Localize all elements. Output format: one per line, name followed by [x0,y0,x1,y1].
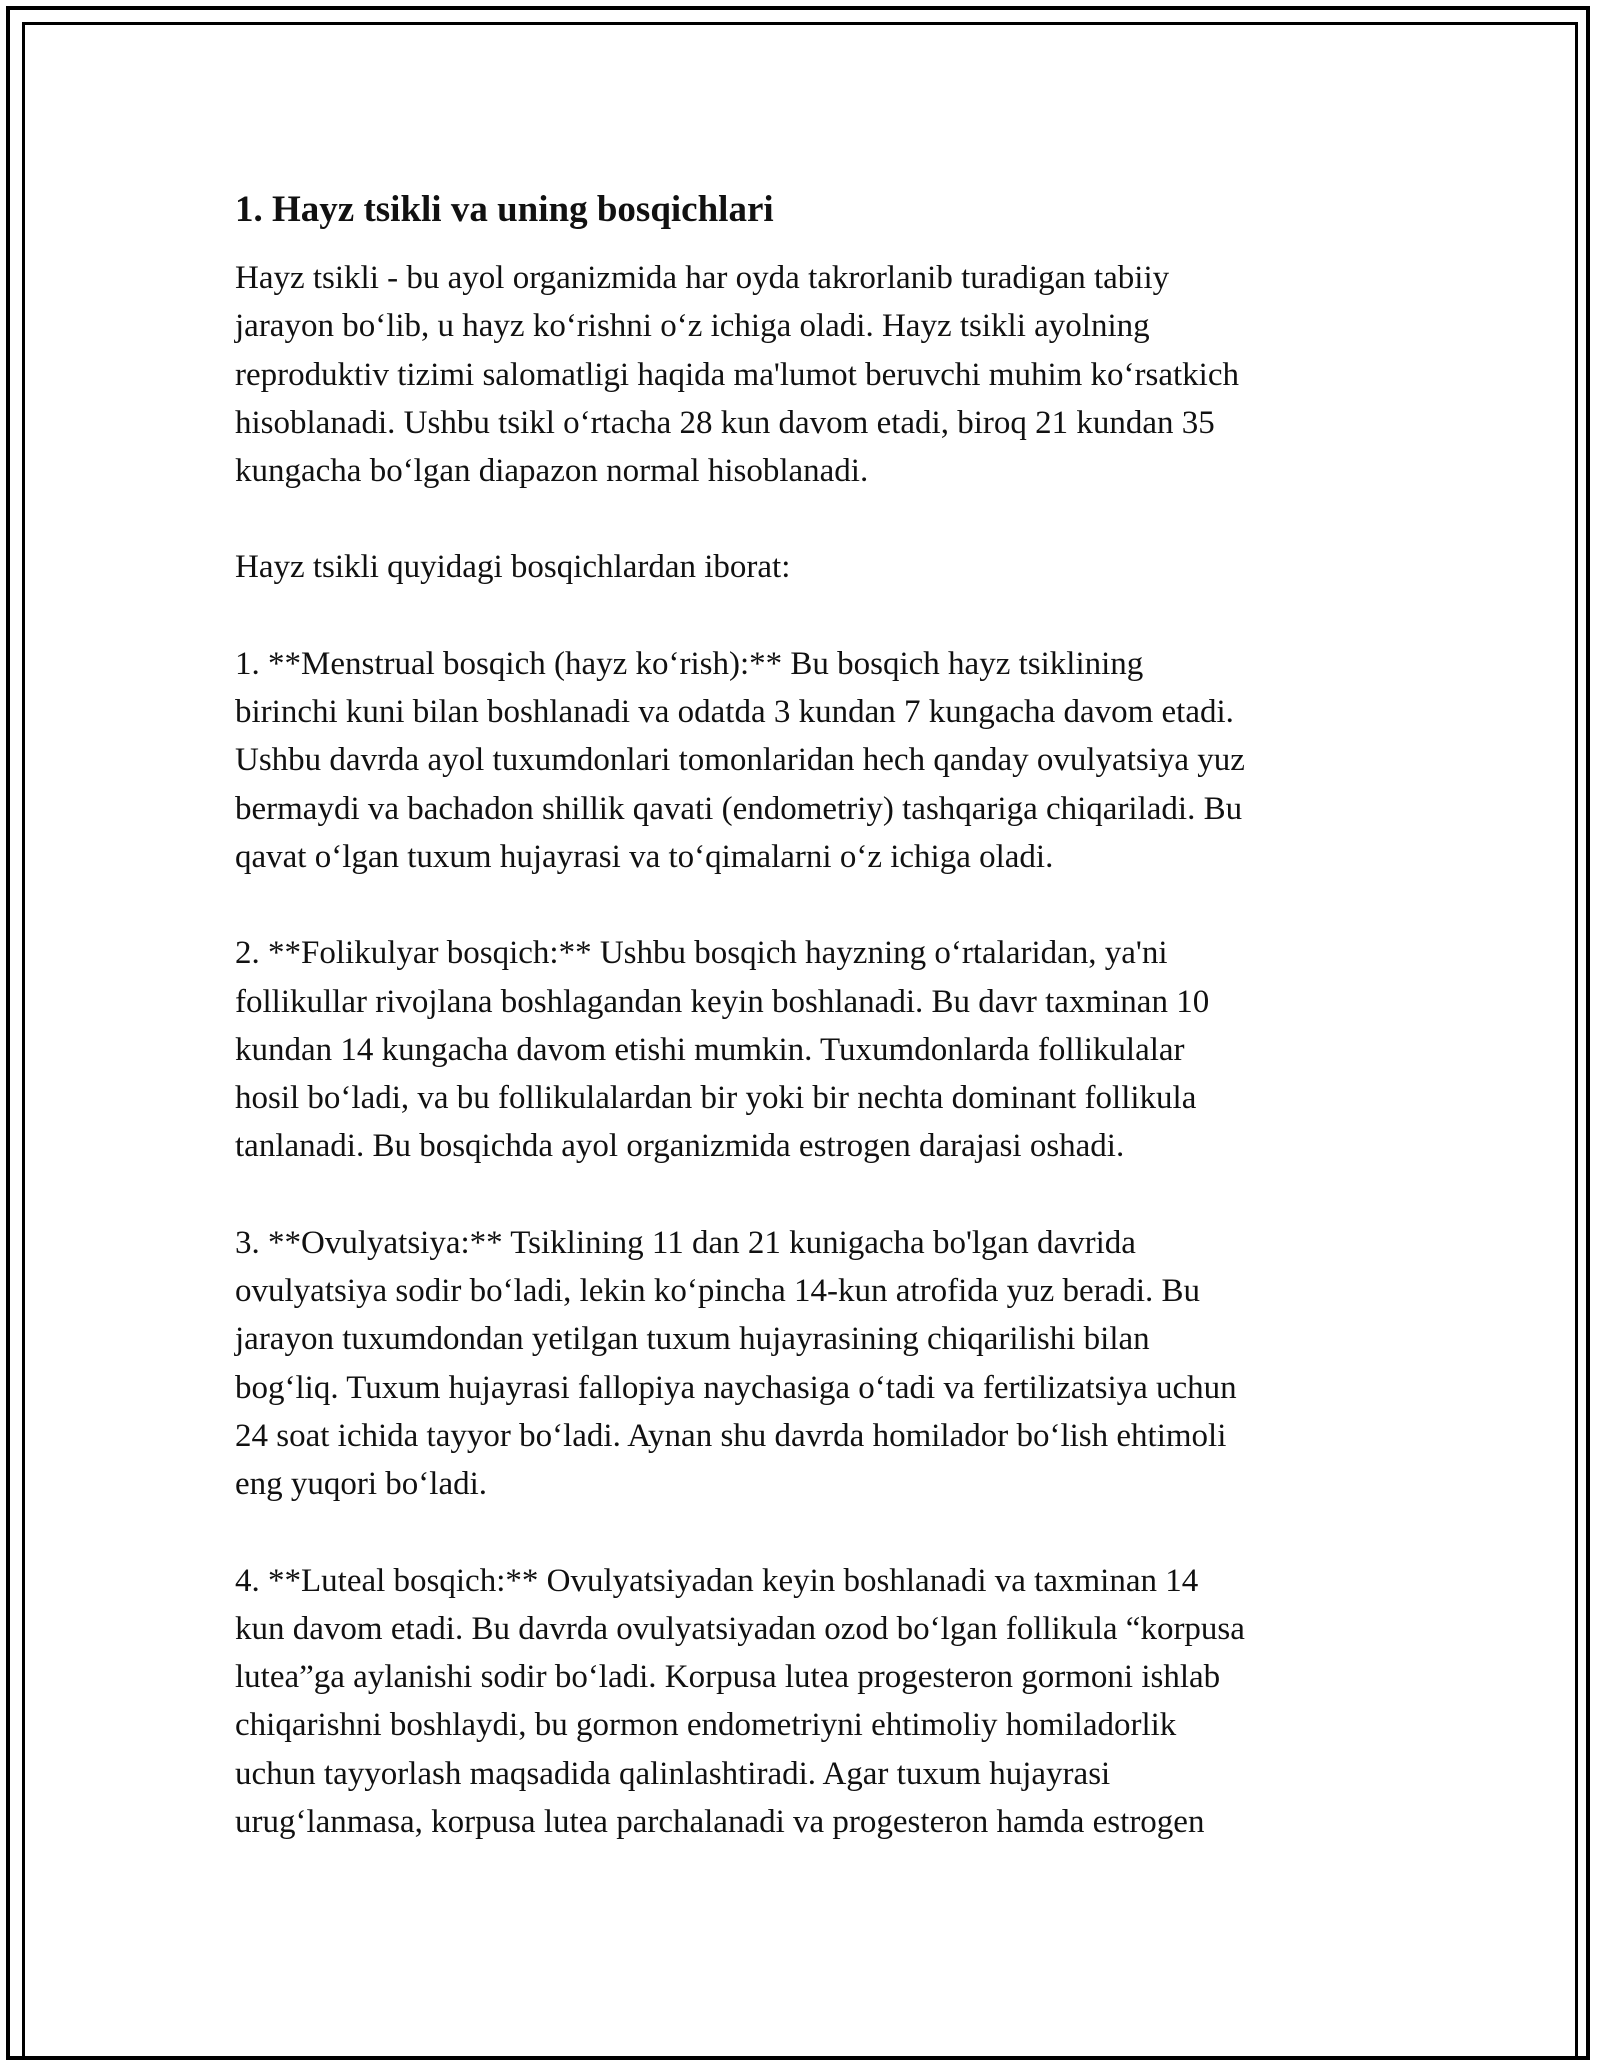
text-line: 2. **Folikulyar bosqich:** Ushbu bosqich hayzning oʻrtalaridan, ya'ni [235,935,1168,972]
text-line: 24 soat ichida tayyor boʻladi. Aynan shu davrda homilador boʻlish ehtimoli [235,1417,1227,1454]
text-line: kun davom etadi. Bu davrda ovulyatsiyadan ozod boʻlgan follikula “korpusa [235,1610,1245,1647]
text-line: Hayz tsikli quyidagi bosqichlardan iborat: [235,549,791,586]
text-line: bogʻliq. Tuxum hujayrasi fallopiya naychasiga oʻtadi va fertilizatsiya uchun [235,1369,1237,1406]
text-line: qavat oʻlgan tuxum hujayrasi va toʻqimalarni oʻz ichiga oladi. [235,838,1054,875]
document-body [235,186,1365,1894]
text-line: ovulyatsiya sodir boʻladi, lekin koʻpincha 14-kun atrofida yuz beradi. Bu [235,1273,1201,1310]
text-line: follikullar rivojlana boshlagandan keyin boshlanadi. Bu davr taxminan 10 [235,983,1210,1020]
text-line: kundan 14 kungacha davom etishi mumkin. Tuxumdonlarda follikulalar [235,1031,1185,1068]
text-line: reproduktiv tizimi salomatligi haqida ma'lumot beruvchi muhim koʻrsatkich [235,356,1239,393]
text-line: eng yuqori boʻladi. [235,1466,488,1503]
menstrual-stage-paragraph [235,640,1365,881]
section-heading: 1. Hayz tsikli va uning bosqichlari [235,189,774,230]
follicular-stage-paragraph [235,929,1365,1170]
text-line: jarayon tuxumdondan yetilgan tuxum hujayrasining chiqarilishi bilan [235,1321,1150,1358]
text-line: chiqarishni boshlaydi, bu gormon endometriyni ehtimoliy homiladorlik [235,1707,1177,1744]
luteal-stage-paragraph [235,1557,1365,1847]
ovulation-stage-paragraph [235,1219,1365,1509]
stages-intro-paragraph [235,543,1365,591]
text-line: 4. **Luteal bosqich:** Ovulyatsiyadan keyin boshlanadi va taxminan 14 [235,1562,1199,1599]
text-line: jarayon boʻlib, u hayz koʻrishni oʻz ichiga oladi. Hayz tsikli ayolning [235,308,1150,345]
text-line: Ushbu davrda ayol tuxumdonlari tomonlaridan hech qanday ovulyatsiya yuz [235,742,1245,779]
text-line: kungacha boʻlgan diapazon normal hisoblanadi. [235,453,869,490]
text-line: lutea”ga aylanishi sodir boʻladi. Korpusa lutea progesteron gormoni ishlab [235,1659,1221,1696]
text-line: 3. **Ovulyatsiya:** Tsiklining 11 dan 21 kunigacha bo'lgan davrida [235,1224,1136,1261]
text-line: hisoblanadi. Ushbu tsikl oʻrtacha 28 kun davom etadi, biroq 21 kundan 35 [235,404,1215,441]
text-line: bermaydi va bachadon shillik qavati (endometriy) tashqariga chiqariladi. Bu [235,790,1243,827]
text-line: Hayz tsikli - bu ayol organizmida har oyda takrorlanib turadigan tabiiy [235,260,1170,296]
text-line: tanlanadi. Bu bosqichda ayol organizmida estrogen darajasi oshadi. [235,1128,1125,1165]
text-line: urugʻlanmasa, korpusa lutea parchalanadi va progesteron hamda estrogen [235,1804,1205,1841]
text-line: 1. **Menstrual bosqich (hayz koʻrish):** Bu bosqich hayz tsiklining [235,645,1144,682]
intro-paragraph [235,254,1365,495]
text-line: uchun tayyorlash maqsadida qalinlashtiradi. Agar tuxum hujayrasi [235,1755,1111,1792]
text-line: birinchi kuni bilan boshlanadi va odatda 3 kundan 7 kungacha davom etadi. [235,694,1234,731]
text-line: hosil boʻladi, va bu follikulalardan bir yoki bir nechta dominant follikula [235,1080,1197,1117]
